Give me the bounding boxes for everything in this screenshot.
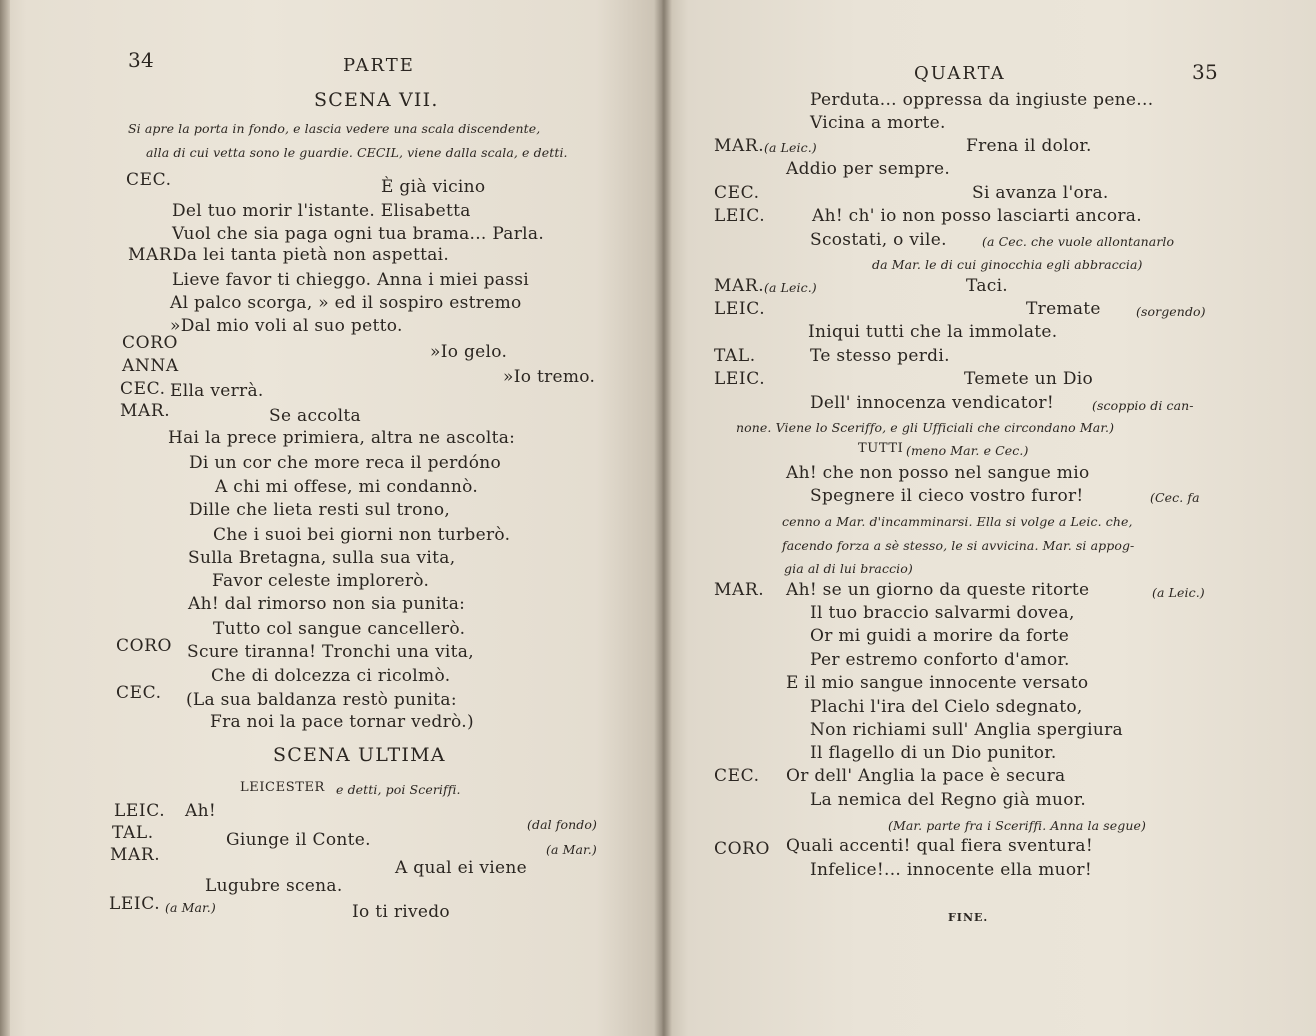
stage-note: (scoppio di can-	[1092, 398, 1194, 413]
verse-line: Ah! che non posso nel sangue mio	[786, 463, 1090, 483]
speaker-label: CEC.	[714, 766, 760, 786]
verse-line: (La sua baldanza restò punita:	[186, 690, 457, 710]
verse-line: Da lei tanta pietà non aspettai.	[173, 245, 450, 265]
stage-note: (Cec. fa	[1150, 490, 1200, 505]
scene-cast-note: e detti, poi Sceriffi.	[336, 782, 461, 797]
speaker-label: TAL.	[112, 823, 154, 843]
verse-line: Scure tiranna! Tronchi una vita,	[187, 642, 474, 662]
stage-note: cenno a Mar. d'incamminarsi. Ella si volge a Leic. che,	[782, 514, 1133, 529]
speaker-label: LEIC.	[114, 801, 166, 821]
verse-line: Il tuo braccio salvarmi dovea,	[810, 603, 1075, 623]
verse-line: Dille che lieta resti sul trono,	[189, 500, 451, 520]
verse-line: »Io gelo.	[430, 342, 508, 362]
stage-note: (Mar. parte fra i Sceriffi. Anna la segue)	[888, 818, 1146, 833]
scene-cast: LEICESTER	[240, 780, 325, 795]
verse-line: Favor celeste implorerò.	[212, 571, 430, 591]
stage-note: (a Leic.)	[764, 140, 817, 155]
verse-line: Se accolta	[269, 406, 361, 426]
speaker-label: TAL.	[714, 346, 756, 366]
stage-direction: alla di cui vetta sono le guardie. CECIL, viene dalla scala, e detti.	[146, 145, 568, 160]
verse-line: Giunge il Conte.	[226, 830, 371, 850]
stage-note: (a Leic.)	[1152, 585, 1205, 600]
speaker-label: ANNA	[122, 356, 179, 376]
speaker-label: CEC.	[120, 379, 166, 399]
speaker-label: CEC.	[126, 170, 172, 190]
verse-line: A chi mi offese, mi condannò.	[215, 477, 479, 497]
stage-note: da Mar. le di cui ginocchia egli abbraccia)	[872, 257, 1143, 272]
speaker-label: MAR.	[120, 401, 171, 421]
verse-line: La nemica del Regno già muor.	[810, 790, 1087, 810]
verse-line: Quali accenti! qual fiera sventura!	[786, 836, 1093, 856]
verse-line: Il flagello di un Dio punitor.	[810, 743, 1057, 763]
verse-line: Addio per sempre.	[786, 159, 951, 179]
page-edge	[0, 0, 10, 1036]
verse-line: Infelice!... innocente ella muor!	[810, 860, 1092, 880]
verse-line: Io ti rivedo	[352, 902, 450, 922]
verse-line: Si avanza l'ora.	[972, 183, 1109, 203]
verse-line: Al palco scorga, » ed il sospiro estremo	[170, 293, 522, 313]
stage-direction: Si apre la porta in fondo, e lascia vedere una scala discendente,	[128, 121, 541, 136]
verse-line: Fra noi la pace tornar vedrò.)	[210, 712, 474, 732]
speaker-label: CORO	[122, 333, 179, 353]
page-number: 35	[1192, 60, 1219, 84]
speaker-label: CORO	[714, 839, 771, 859]
verse-line: Tutto col sangue cancellerò.	[213, 619, 466, 639]
verse-line: Iniqui tutti che la immolate.	[808, 322, 1058, 342]
verse-line: Ah! se un giorno da queste ritorte	[786, 580, 1090, 600]
speaker-label: MAR.	[714, 580, 765, 600]
speaker-label: LEIC.	[714, 206, 766, 226]
verse-line: È già vicino	[381, 177, 486, 197]
verse-line: Taci.	[966, 276, 1009, 296]
verse-line: Plachi l'ira del Cielo sdegnato,	[810, 697, 1083, 717]
verse-line: A qual ei viene	[395, 858, 527, 878]
verse-line: Frena il dolor.	[966, 136, 1092, 156]
stage-note: facendo forza a sè stesso, le si avvicina. Mar. si appog-	[782, 538, 1135, 553]
verse-line: Ah! dal rimorso non sia punita:	[188, 594, 466, 614]
stage-note: (dal fondo)	[527, 817, 598, 832]
stage-note: (a Mar.)	[165, 900, 216, 915]
stage-note: (a Leic.)	[764, 280, 817, 295]
verse-line: »Dal mio voli al suo petto.	[170, 316, 403, 336]
speaker-label: MAR.	[714, 276, 765, 296]
verse-line: Non richiami sull' Anglia spergiura	[810, 720, 1123, 740]
verse-line: E il mio sangue innocente versato	[786, 673, 1089, 693]
stage-note: (meno Mar. e Cec.)	[906, 443, 1029, 458]
speaker-label: MAR.	[110, 845, 161, 865]
speaker-label: CEC.	[714, 183, 760, 203]
verse-line: Hai la prece primiera, altra ne ascolta:	[168, 428, 516, 448]
verse-line: Vicina a morte.	[810, 113, 946, 133]
verse-line: »Io tremo.	[503, 367, 596, 387]
verse-line: Dell' innocenza vendicator!	[810, 393, 1054, 413]
verse-line: Perduta... oppressa da ingiuste pene...	[810, 90, 1154, 110]
verse-line: Temete un Dio	[964, 369, 1094, 389]
stage-note: none. Viene lo Sceriffo, e gli Ufficiali che circondano Mar.)	[736, 420, 1115, 435]
stage-note: (sorgendo)	[1136, 304, 1206, 319]
speaker-label: MAR.	[714, 136, 765, 156]
speaker-label: LEIC.	[109, 894, 161, 914]
stage-note: (a Cec. che vuole allontanarlo	[982, 234, 1175, 249]
verse-line: Di un cor che more reca il perdóno	[189, 453, 502, 473]
speaker-label: CEC.	[116, 683, 162, 703]
scene-title: SCENA ULTIMA	[273, 744, 446, 766]
verse-line: Che di dolcezza ci ricolmò.	[211, 666, 451, 686]
verse-line: Del tuo morir l'istante. Elisabetta	[172, 201, 471, 221]
verse-line: Per estremo conforto d'amor.	[810, 650, 1070, 670]
verse-line: Ah! ch' io non posso lasciarti ancora.	[812, 206, 1142, 226]
stage-note: (a Mar.)	[546, 842, 597, 857]
scene-title: SCENA VII.	[314, 89, 439, 111]
running-head: QUARTA	[914, 63, 1006, 84]
speaker-label: CORO	[116, 636, 173, 656]
verse-line: Te stesso perdi.	[810, 346, 950, 366]
verse-line: Tremate	[1026, 299, 1101, 319]
running-head: PARTE	[343, 55, 415, 76]
verse-line: Che i suoi bei giorni non turberò.	[213, 525, 511, 545]
verse-line: Spegnere il cieco vostro furor!	[810, 486, 1084, 506]
stage-note: gia al di lui braccio)	[784, 561, 913, 576]
verse-line: Lieve favor ti chieggo. Anna i miei passi	[172, 270, 530, 290]
verse-line: Sulla Bretagna, sulla sua vita,	[188, 548, 456, 568]
verse-line: Lugubre scena.	[205, 876, 343, 896]
verse-line: Scostati, o vile.	[810, 230, 947, 250]
verse-line: Vuol che sia paga ogni tua brama... Parla.	[172, 224, 545, 244]
verse-line: Or mi guidi a morire da forte	[810, 626, 1070, 646]
verse-line: Ella verrà.	[170, 381, 264, 401]
speaker-label: LEIC.	[714, 369, 766, 389]
page-number: 34	[128, 48, 155, 72]
verse-line: Ah!	[185, 801, 216, 821]
book-gutter	[654, 0, 672, 1036]
speaker-label: LEIC.	[714, 299, 766, 319]
right-page	[662, 0, 1316, 1036]
verse-line: Or dell' Anglia la pace è secura	[786, 766, 1066, 786]
end-mark: FINE.	[948, 911, 989, 924]
speaker-label: TUTTI	[858, 441, 904, 456]
speaker-label: MAR.	[128, 245, 179, 265]
